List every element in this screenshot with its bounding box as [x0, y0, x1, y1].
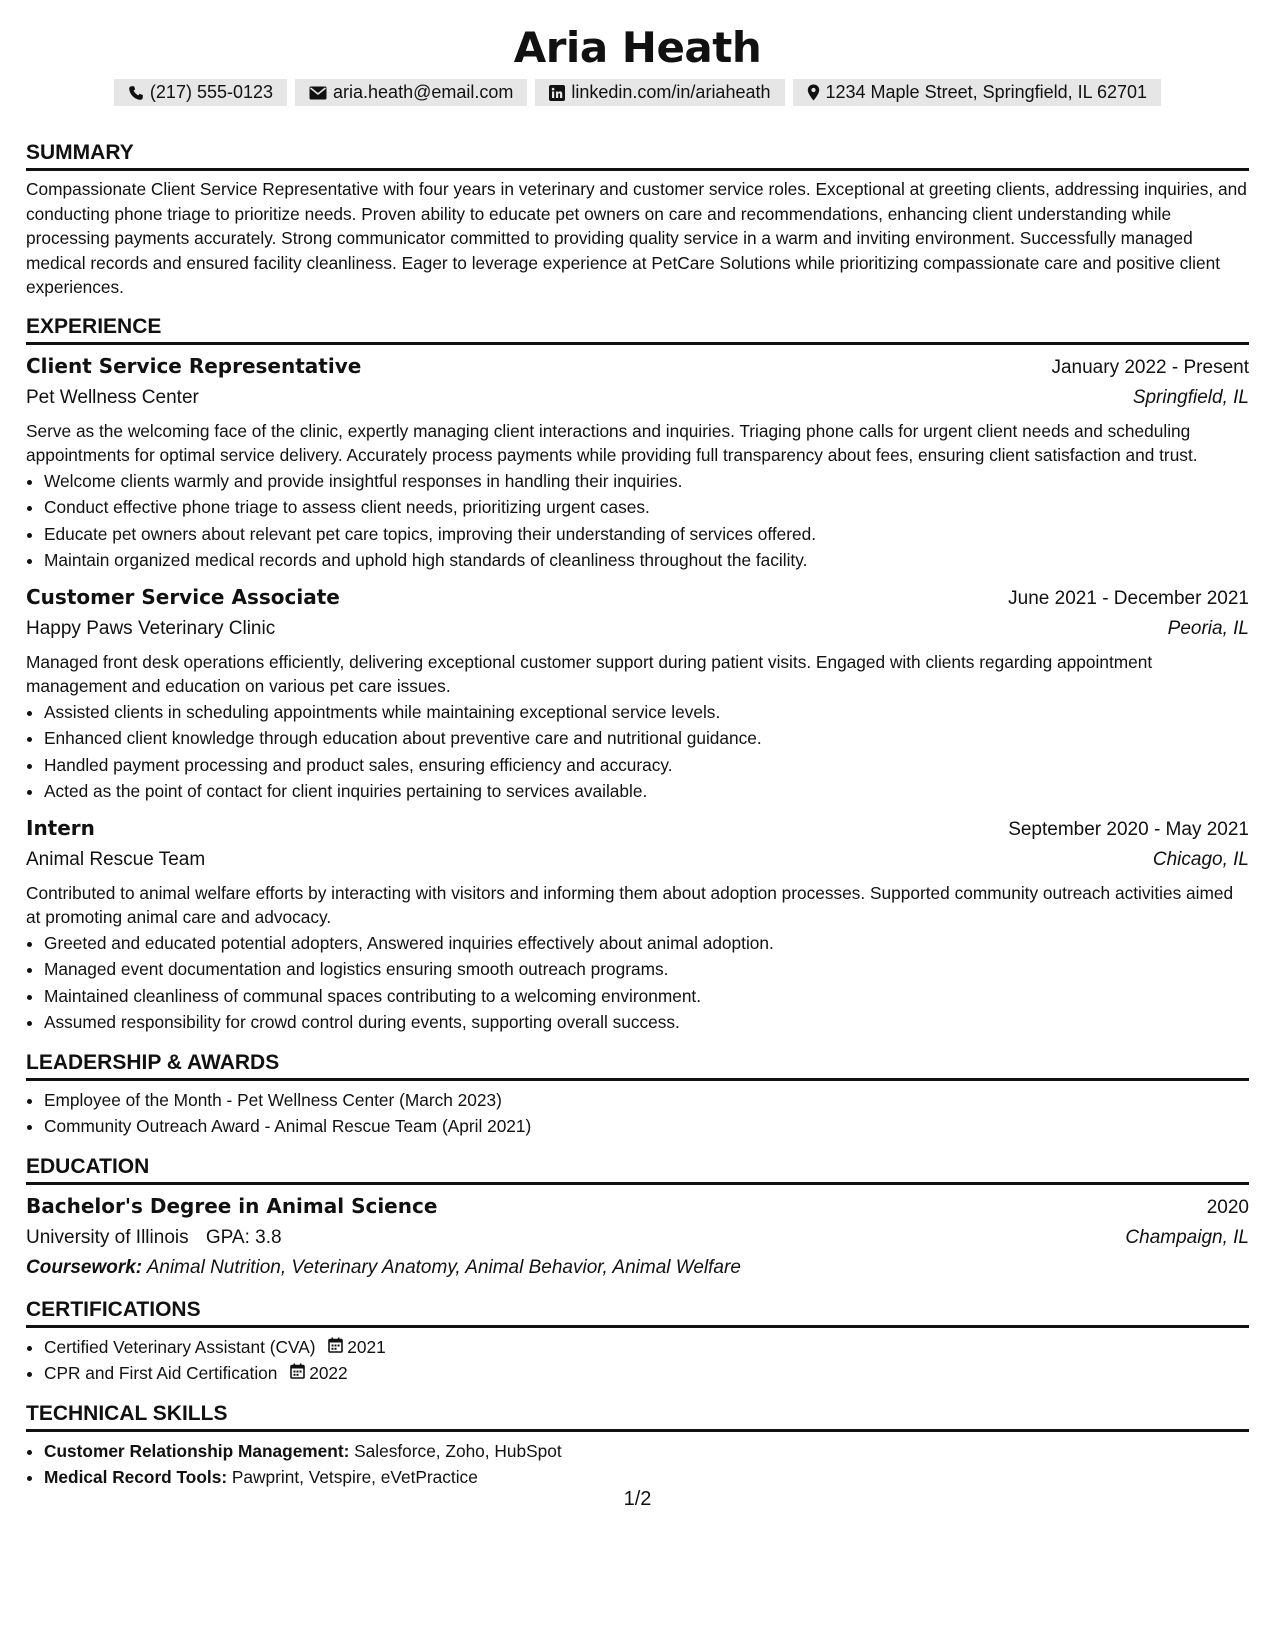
skill-values: Pawprint, Vetspire, eVetPractice	[231, 1467, 478, 1487]
calendar-icon	[328, 1334, 343, 1361]
gpa: GPA: 3.8	[205, 1226, 282, 1248]
skill-category: Customer Relationship Management:	[44, 1440, 350, 1461]
job-company: Happy Paws Veterinary Clinic	[26, 617, 276, 639]
section-title-certifications: CERTIFICATIONS	[26, 1297, 1249, 1328]
job-title: Customer Service Associate	[26, 584, 340, 609]
job-bullets	[26, 468, 1249, 574]
job-entry	[26, 813, 1249, 1036]
cert-name: CPR and First Aid Certification	[44, 1363, 278, 1383]
job-company: Animal Rescue Team	[26, 848, 206, 870]
list-item	[44, 1464, 1249, 1491]
calendar-icon	[290, 1360, 305, 1387]
list-item: • Enhanced client knowledge through education about preventive care and nutritional guidance.	[44, 725, 1249, 752]
job-description: Contributed to animal welfare efforts by interacting with visitors and informing them about adoption processes. Supported community outreach activities aimed at promoting animal care and advocacy.	[26, 882, 1234, 927]
list-item: • Maintained cleanliness of communal spaces contributing to a welcoming environment.	[44, 983, 1249, 1010]
section-title-experience: EXPERIENCE	[26, 314, 1249, 345]
coursework	[26, 1253, 1249, 1283]
list-item: • Managed event documentation and logistics ensuring smooth outreach programs.	[44, 956, 1249, 983]
candidate-name: Aria Heath	[513, 23, 762, 72]
phone-text: (217) 555-0123	[149, 82, 274, 102]
map-pin-icon	[807, 84, 820, 101]
coursework-list: Animal Nutrition, Veterinary Anatomy, Animal Behavior, Animal Welfare	[146, 1256, 741, 1278]
section-title-skills: TECHNICAL SKILLS	[26, 1401, 1249, 1432]
skills-list	[26, 1438, 1249, 1491]
job-dates: September 2020 - May 2021	[1008, 818, 1249, 840]
education-section	[26, 1154, 1249, 1283]
school-location: Champaign, IL	[1125, 1226, 1249, 1248]
degree: Bachelor's Degree in Animal Science	[26, 1193, 438, 1218]
page-number: 1/2	[623, 1488, 652, 1510]
summary-text: Compassionate Client Service Representative with four years in veterinary and customer service roles. Exceptional at greeting clients, addressing inquiries, and conducting phone triage to prioritize needs. Proven ability to educate pet owners on care and recommendations, enhancing client understanding while processing payments accurately. Strong communicator committed to providing quality service in a warm and inviting environment. Successfully managed medical records and ensured facility cleanliness. Eager to leverage experience at PetCare Solutions while prioritizing compassionate care and positive client experiences.	[26, 179, 1247, 297]
job-title: Intern	[26, 815, 95, 840]
envelope-icon	[309, 86, 327, 100]
job-description: Serve as the welcoming face of the clinic, expertly managing client interactions and inquiries. Triaging phone calls for urgent client needs and scheduling appointments for optimal service delivery. Accurately process payments while providing full transparency about fees, ensuring client satisfaction and trust.	[26, 420, 1198, 465]
list-item	[44, 1360, 1249, 1387]
certifications-section	[26, 1297, 1249, 1387]
cert-name: Certified Veterinary Assistant (CVA)	[44, 1336, 316, 1357]
job-entry	[26, 582, 1249, 805]
section-title-education: EDUCATION	[26, 1154, 1249, 1185]
list-item	[44, 1334, 1249, 1361]
cert-year: 2022	[309, 1363, 348, 1383]
awards-section	[26, 1050, 1249, 1140]
phone-icon	[128, 85, 144, 101]
graduation-year: 2020	[1206, 1196, 1249, 1218]
awards-list	[26, 1087, 1249, 1140]
experience-section	[26, 314, 1249, 1036]
skill-category: Medical Record Tools:	[44, 1467, 228, 1487]
contact-email[interactable]	[295, 79, 527, 106]
job-dates: January 2022 - Present	[1051, 356, 1249, 378]
contact-address	[793, 79, 1162, 106]
section-title-awards: LEADERSHIP & AWARDS	[26, 1050, 1249, 1081]
list-item: • Greeted and educated potential adopters, Answered inquiries effectively about animal adoption.	[44, 930, 1249, 957]
job-bullets	[26, 699, 1249, 805]
coursework-label: Coursework:	[26, 1256, 143, 1278]
job-location: Springfield, IL	[1132, 386, 1249, 408]
job-title: Client Service Representative	[26, 353, 362, 378]
list-item: • Acted as the point of contact for client inquiries pertaining to services available.	[44, 778, 1249, 805]
list-item: • Employee of the Month - Pet Wellness Center (March 2023)	[44, 1087, 1249, 1114]
list-item: • Assumed responsibility for crowd control during events, supporting overall success.	[44, 1009, 1249, 1036]
email-text: aria.heath@email.com	[333, 82, 514, 102]
job-bullets	[26, 930, 1249, 1036]
address-text: 1234 Maple Street, Springfield, IL 62701	[825, 82, 1148, 102]
job-entry	[26, 351, 1249, 574]
contact-linkedin[interactable]	[535, 79, 784, 106]
list-item: • Community Outreach Award - Animal Rescue Team (April 2021)	[44, 1113, 1249, 1140]
list-item	[44, 1438, 1249, 1465]
contact-bar	[26, 79, 1249, 106]
skill-values: Salesforce, Zoho, HubSpot	[354, 1440, 562, 1461]
section-title-summary: SUMMARY	[26, 140, 1249, 171]
cert-year: 2021	[347, 1336, 386, 1357]
job-company: Pet Wellness Center	[26, 386, 199, 408]
list-item: • Conduct effective phone triage to assess client needs, prioritizing urgent cases.	[44, 494, 1249, 521]
linkedin-icon	[549, 85, 565, 101]
school-name: University of Illinois	[26, 1226, 189, 1248]
list-item: • Assisted clients in scheduling appointments while maintaining exceptional service levels.	[44, 699, 1249, 726]
job-dates: June 2021 - December 2021	[1008, 587, 1249, 609]
summary-section	[26, 140, 1249, 300]
job-location: Peoria, IL	[1167, 617, 1249, 639]
linkedin-text: linkedin.com/in/ariaheath	[571, 82, 771, 102]
list-item: • Handled payment processing and product sales, ensuring efficiency and accuracy.	[44, 752, 1249, 779]
job-location: Chicago, IL	[1152, 848, 1249, 870]
list-item: • Welcome clients warmly and provide insightful responses in handling their inquiries.	[44, 468, 1249, 495]
certifications-list	[26, 1334, 1249, 1387]
list-item: • Maintain organized medical records and uphold high standards of cleanliness throughout the facility.	[44, 547, 1249, 574]
job-description: Managed front desk operations efficiently, delivering exceptional customer support during patient visits. Engaged with clients regarding appointment management and education on various pet care issues.	[26, 651, 1153, 696]
contact-phone[interactable]	[114, 79, 287, 106]
list-item: • Educate pet owners about relevant pet care topics, improving their understanding of services offered.	[44, 521, 1249, 548]
skills-section	[26, 1401, 1249, 1491]
